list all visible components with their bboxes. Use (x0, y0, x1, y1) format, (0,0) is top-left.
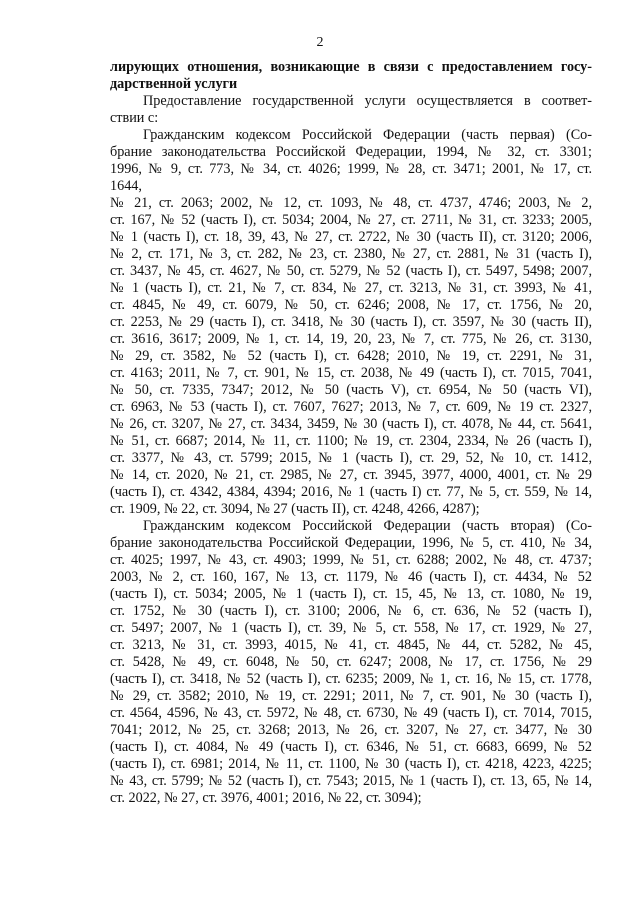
paragraph (110, 93, 592, 127)
text-line: 1644, (110, 178, 142, 194)
paragraph (110, 127, 592, 195)
text-line: (часть I), ст. 4084, № 49 (часть I), ст. 6346, № 51, ст. 6683, 6699, № 52 (110, 739, 592, 755)
text-line: ст. 3377, № 43, ст. 5799; 2015, № 1 (часть I), ст. 29, 52, № 10, ст. 1412, (110, 450, 592, 466)
text-line: Предоставление государственной услуги осуществляется в соответ- (143, 93, 592, 109)
text-line: № 29, ст. 3582, № 52 (часть I), ст. 6428; 2010, № 19, ст. 2291, № 31, (110, 348, 592, 364)
text-line: ст. 4564, 4596, № 43, ст. 5972, № 48, ст. 6730, № 49 (часть I), ст. 7014, 7015, (110, 705, 592, 721)
text-line: ст. 1752, № 30 (часть I), ст. 3100; 2006, № 6, ст. 636, № 52 (часть I), (110, 603, 592, 619)
text-line: № 1 (часть I), ст. 18, 39, 43, № 27, ст. 2722, № 30 (часть II), ст. 3120; 2006, (110, 229, 592, 245)
text-line: ст. 5428, № 49, ст. 6048, № 50, ст. 6247; 2008, № 17, ст. 1756, № 29 (110, 654, 592, 670)
text-line: 2003, № 2, ст. 160, 167, № 13, ст. 1179, № 46 (часть I), ст. 4434, № 52 (110, 569, 592, 585)
text-line: № 1 (часть I), ст. 21, № 7, ст. 834, № 27, ст. 3213, № 31, ст. 3993, № 41, (110, 280, 592, 296)
text-line: ст. 4025; 1997, № 43, ст. 4903; 1999, № 51, ст. 6288; 2002, № 48, ст. 4737; (110, 552, 592, 568)
text-line: ствии с: (110, 110, 159, 126)
text-line: ст. 1909, № 22, ст. 3094, № 27 (часть II), ст. 4248, 4266, 4287); (110, 501, 480, 517)
text-line: № 50, ст. 7335, 7347; 2012, № 50 (часть V), ст. 6954, № 50 (часть VI), (110, 382, 592, 398)
text-line: № 43, ст. 5799; № 52 (часть I), ст. 7543; 2015, № 1 (часть I), ст. 13, 65, № 14, (110, 773, 592, 789)
text-line: (часть I), ст. 3418, № 52 (часть I), ст. 6235; 2009, № 1, ст. 16, № 15, ст. 1778, (110, 671, 592, 687)
text-line: № 29, ст. 3582; 2010, № 19, ст. 2291; 2011, № 7, ст. 901, № 30 (часть I), (110, 688, 592, 704)
text-line: 1996, № 9, ст. 773, № 34, ст. 4026; 1999, № 28, ст. 3471; 2001, № 17, ст. (110, 161, 592, 177)
text-line: ст. 4845, № 49, ст. 6079, № 50, ст. 6246; 2008, № 17, ст. 1756, № 20, (110, 297, 592, 313)
page-number: 2 (316, 35, 324, 50)
text-line: ст. 3616, 3617; 2009, № 1, ст. 14, 19, 20, 23, № 7, ст. 775, № 26, ст. 3130, (110, 331, 592, 347)
text-line: лирующих отношения, возникающие в связи с предоставлением госу- (110, 59, 592, 75)
text-line: дарственной услуги (110, 76, 238, 92)
text-line: ст. 3437, № 45, ст. 4627, № 50, ст. 5279, № 52 (часть I), ст. 5497, 5498; 2007, (110, 263, 592, 279)
text-line: (часть I), ст. 6981; 2014, № 11, ст. 1100, № 30 (часть I), ст. 4218, 4223, 4225; (110, 756, 592, 772)
paragraph (110, 518, 592, 807)
text-line: брание законодательства Российской Федерации, 1994, № 32, ст. 3301; (110, 144, 592, 160)
text-line: ст. 5497; 2007, № 1 (часть I), ст. 39, № 5, ст. 558, № 17, ст. 1929, № 27, (110, 620, 592, 636)
text-line: ст. 2253, № 29 (часть I), ст. 3418, № 30 (часть I), ст. 3597, № 30 (часть II), (110, 314, 592, 330)
text-line: ст. 3213, № 31, ст. 3993, 4015, № 41, ст. 4845, № 44, ст. 5282, № 45, (110, 637, 592, 653)
text-line: (часть I), ст. 4342, 4384, 4394; 2016, № 1 (часть I) ст. 77, № 5, ст. 559, № 14, (110, 484, 592, 500)
text-line: ст. 4163; 2011, № 7, ст. 901, № 15, ст. 2038, № 49 (часть I), ст. 7015, 7041, (110, 365, 592, 381)
text-line: № 14, ст. 2020, № 21, ст. 2985, № 27, ст. 3945, 3977, 4000, 4001, ст. № 29 (110, 467, 592, 483)
text-line: ст. 2022, № 27, ст. 3976, 4001; 2016, № 22, ст. 3094); (110, 790, 422, 806)
text-line: Гражданским кодексом Российской Федерации (часть первая) (Со- (143, 127, 592, 143)
paragraph (110, 195, 592, 518)
text-line: ст. 167, № 52 (часть I), ст. 5034; 2004, № 27, ст. 2711, № 31, ст. 3233; 2005, (110, 212, 592, 228)
text-line: № 21, ст. 2063; 2002, № 12, ст. 1093, № 48, ст. 4737, 4746; 2003, № 2, (110, 195, 592, 211)
text-line: № 51, ст. 6687; 2014, № 11, ст. 1100; № 19, ст. 2304, 2334, № 26 (часть I), (110, 433, 592, 449)
paragraph (110, 59, 592, 93)
text-line: 7041; 2012, № 25, ст. 3268; 2013, № 26, ст. 3207, № 27, ст. 3477, № 30 (110, 722, 592, 738)
document-body (110, 59, 592, 807)
text-line: № 26, ст. 3207, № 27, ст. 3434, 3459, № 30 (часть I), ст. 4078, № 44, ст. 5641, (110, 416, 592, 432)
text-line: Гражданским кодексом Российской Федерации (часть вторая) (Со- (143, 518, 592, 534)
text-line: брание законодательства Российской Федерации, 1996, № 5, ст. 410, № 34, (110, 535, 592, 551)
text-line: (часть I), ст. 5034; 2005, № 1 (часть I), ст. 15, 45, № 13, ст. 1080, № 19, (110, 586, 592, 602)
text-line: ст. 6963, № 53 (часть I), ст. 7607, 7627; 2013, № 7, ст. 609, № 19 ст. 2327, (110, 399, 592, 415)
text-line: № 2, ст. 171, № 3, ст. 282, № 23, ст. 2380, № 27, ст. 2881, № 31 (часть I), (110, 246, 592, 262)
